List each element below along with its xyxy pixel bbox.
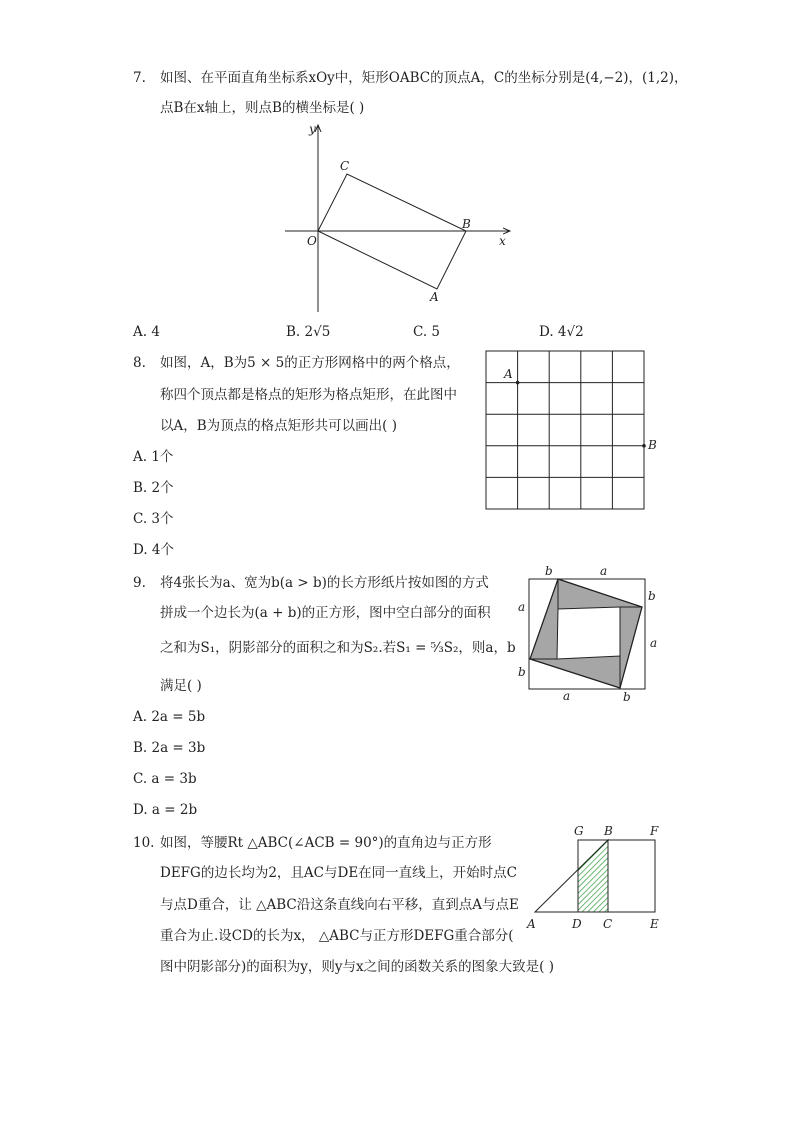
q10-line3: 与点D重合，让 △ABC沿这条直线向右平移，直到点A与点E — [160, 897, 519, 913]
q10-label-E: E — [650, 917, 659, 931]
q10-line5: 图中阴影部分)的面积为y，则y与x之间的函数关系的图象大致是( ) — [160, 959, 554, 975]
q7-number: 7. — [133, 70, 146, 86]
q7-label-x: x — [499, 234, 506, 248]
q8-line2: 称四个顶点都是格点的矩形为格点矩形，在此图中 — [160, 387, 457, 403]
q10-line2: DEFG的边长均为2，且AC与DE在同一直线上，开始时点C — [160, 865, 518, 881]
q7-option-a: A. 4 — [133, 324, 160, 340]
q9-line1: 将4张长为a、宽为b(a > b)的长方形纸片按如图的方式 — [160, 575, 489, 591]
q10-label-A: A — [527, 917, 536, 931]
q9-number: 9. — [133, 575, 146, 591]
q9-label-b-left: b — [518, 665, 526, 679]
q9-label-a-left: a — [518, 600, 526, 614]
q10-label-C: C — [603, 917, 613, 931]
q9-label-b-bottom: b — [623, 690, 631, 704]
q8-line3: 以A，B为顶点的格点矩形共可以画出( ) — [160, 418, 397, 434]
q10-number: 10. — [133, 835, 155, 851]
q10-line1: 如图，等腰Rt △ABC(∠ACB = 90°)的直角边与正方形 — [160, 835, 492, 851]
q7-label-O: O — [307, 234, 317, 248]
q9-label-a-top: a — [600, 564, 608, 578]
q10-label-F: F — [650, 824, 659, 838]
q7-option-d: D. 4√2 — [539, 324, 584, 340]
q9-label-b-right: b — [648, 589, 656, 603]
q7-line2: 点B在x轴上，则点B的横坐标是( ) — [160, 100, 365, 116]
q8-option-b: B. 2个 — [133, 480, 174, 496]
q7-option-b: B. 2√5 — [286, 324, 331, 340]
q9-option-c: C. a = 3b — [133, 771, 197, 787]
q9-option-d: D. a = 2b — [133, 802, 198, 818]
q7-label-A: A — [430, 290, 439, 304]
q9-option-a: A. 2a = 5b — [133, 709, 206, 725]
q9-label-b-top: b — [545, 564, 553, 578]
q10-label-G: G — [574, 824, 584, 838]
q7-label-C: C — [340, 159, 350, 173]
q9-option-b: B. 2a = 3b — [133, 740, 206, 756]
q8-line1: 如图，A，B为5 × 5的正方形网格中的两个格点， — [160, 355, 460, 371]
q7-label-y: y — [309, 122, 316, 136]
q10-shaded-region — [578, 840, 608, 912]
q10-label-D: D — [572, 917, 582, 931]
q7-label-B: B — [462, 217, 471, 231]
q9-line4: 满足( ) — [160, 678, 202, 694]
q8-label-A: A — [504, 367, 513, 381]
q8-number: 8. — [133, 355, 146, 371]
q9-label-a-bottom: a — [563, 689, 571, 703]
q8-label-B: B — [648, 438, 657, 452]
q8-option-d: D. 4个 — [133, 542, 175, 558]
q7-line1: 如图、在平面直角坐标系xOy中，矩形OABC的顶点A，C的坐标分别是(4,−2)，(1,2)， — [160, 70, 688, 86]
q9-line3: 之和为S₁，阴影部分的面积之和为S₂.若S₁ = ⁵⁄₃S₂，则a，b — [160, 640, 516, 656]
q8-option-a: A. 1个 — [133, 449, 174, 465]
q10-label-B: B — [604, 824, 613, 838]
q10-line4: 重合为止.设CD的长为x， △ABC与正方形DEFG重合部分( — [160, 928, 514, 944]
q8-option-c: C. 3个 — [133, 511, 174, 527]
q9-line2: 拼成一个边长为(a + b)的正方形，图中空白部分的面积 — [160, 605, 491, 621]
q9-label-a-right: a — [650, 636, 658, 650]
q7-option-c: C. 5 — [413, 324, 441, 340]
